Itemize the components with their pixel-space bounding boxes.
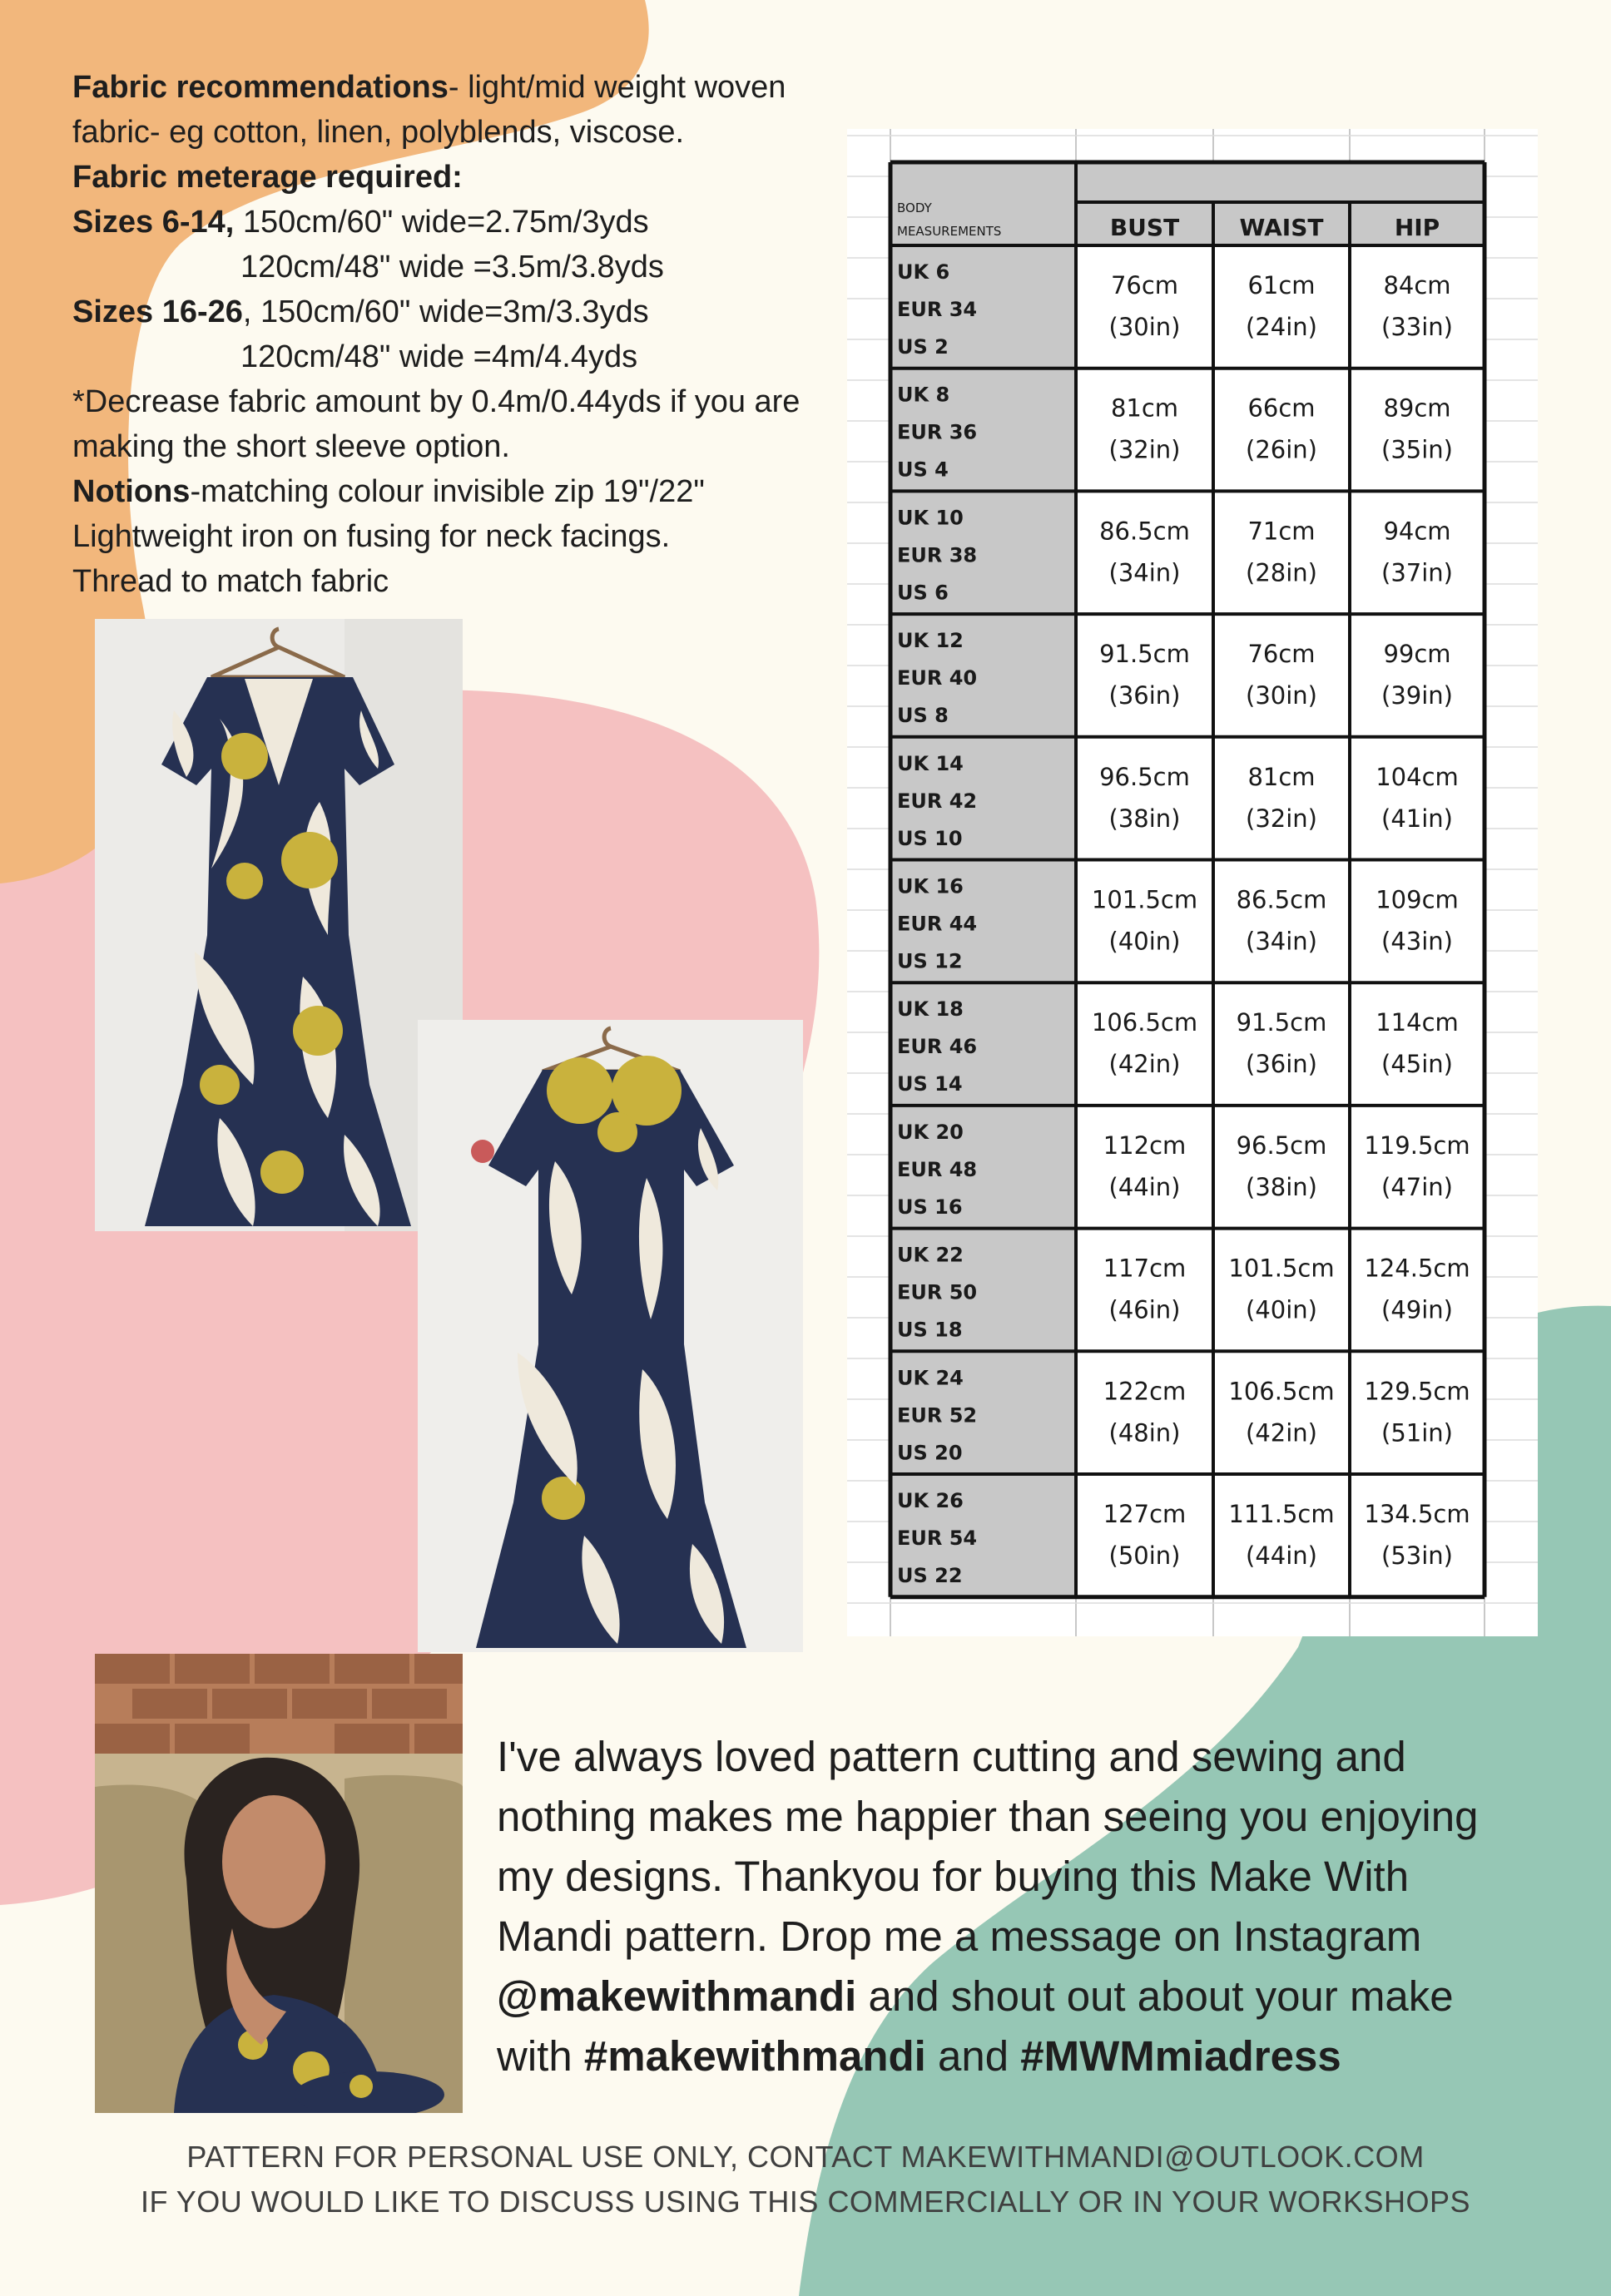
size-label: US 18: [897, 1318, 963, 1342]
size-label: UK 6: [897, 260, 950, 284]
footer-line-1: PATTERN FOR PERSONAL USE ONLY, CONTACT MAKEWITHMANDI@OUTLOOK.COM: [186, 2140, 1425, 2174]
size-label: EUR 48: [897, 1157, 978, 1181]
message-line-6-pre: with: [497, 2032, 584, 2080]
measurement-in: (51in): [1381, 1418, 1453, 1447]
column-header: WAIST: [1239, 214, 1324, 241]
sizes-a-label: Sizes 6-14,: [72, 205, 235, 240]
size-label: EUR 46: [897, 1035, 978, 1059]
corner-label: MEASUREMENTS: [897, 224, 1002, 239]
measurement-in: (50in): [1108, 1541, 1181, 1570]
measurement-in: (24in): [1246, 313, 1317, 341]
size-label: UK 8: [897, 383, 950, 407]
dress-front-photo: [95, 619, 463, 1231]
measurement-in: (49in): [1381, 1295, 1453, 1324]
size-label: US 2: [897, 335, 949, 359]
measurement-cm: 66cm: [1247, 393, 1316, 423]
measurement-cm: 91.5cm: [1236, 1008, 1327, 1037]
size-label: EUR 54: [897, 1527, 978, 1550]
measurement-cm: 81cm: [1110, 393, 1179, 423]
size-label: EUR 42: [897, 789, 978, 813]
size-label: UK 12: [897, 629, 964, 653]
measurement-in: (33in): [1381, 313, 1453, 341]
measurement-in: (38in): [1108, 804, 1181, 833]
measurement-cm: 89cm: [1383, 393, 1451, 423]
measurement-in: (34in): [1108, 558, 1181, 587]
sizes-a-line1: 150cm/60" wide=2.75m/3yds: [234, 205, 649, 240]
message-line-6-mid: and: [925, 2032, 1021, 2080]
measurement-in: (53in): [1381, 1541, 1453, 1570]
measurement-in: (30in): [1108, 313, 1181, 341]
measurement-cm: 86.5cm: [1099, 517, 1190, 546]
size-label: UK 10: [897, 506, 964, 530]
measurement-cm: 81cm: [1247, 762, 1316, 791]
fabric-rec-text: - light/mid weight woven fabric- eg cotton, linen, polyblends, viscose.: [72, 70, 786, 150]
measurement-cm: 109cm: [1376, 885, 1459, 914]
size-label: UK 26: [897, 1489, 964, 1512]
measurement-in: (38in): [1246, 1172, 1317, 1201]
size-label: EUR 36: [897, 420, 978, 444]
size-label: US 10: [897, 826, 963, 850]
measurement-cm: 101.5cm: [1228, 1254, 1335, 1283]
measurement-in: (34in): [1246, 927, 1317, 956]
measurement-in: (44in): [1246, 1541, 1317, 1570]
size-chart: [847, 129, 1538, 1636]
thank-you-message: [497, 1727, 1554, 2086]
corner-label: BODY: [897, 200, 932, 215]
instagram-handle[interactable]: @makewithmandi: [497, 1972, 857, 2020]
hashtag-makewithmandi[interactable]: #makewithmandi: [583, 2032, 926, 2080]
notions-label: Notions: [72, 474, 191, 509]
size-label: UK 24: [897, 1366, 964, 1390]
size-label: UK 18: [897, 997, 964, 1022]
measurement-in: (30in): [1246, 681, 1317, 710]
measurement-cm: 127cm: [1103, 1500, 1187, 1528]
measurement-in: (37in): [1381, 558, 1453, 587]
measurement-cm: 91.5cm: [1099, 640, 1190, 669]
dress-back-photo: [418, 1020, 803, 1652]
column-header: HIP: [1394, 214, 1440, 241]
size-label: EUR 40: [897, 666, 978, 690]
size-label: UK 20: [897, 1120, 964, 1144]
measurement-cm: 106.5cm: [1091, 1008, 1198, 1037]
measurement-in: (41in): [1381, 804, 1453, 833]
measurement-cm: 61cm: [1247, 271, 1316, 299]
measurement-cm: 119.5cm: [1364, 1131, 1470, 1160]
column-header: BUST: [1109, 214, 1180, 241]
measurement-cm: 114cm: [1376, 1008, 1459, 1037]
message-line-1: I've always loved pattern cutting and sewing and: [497, 1733, 1406, 1780]
message-line-4: Mandi pattern. Drop me a message on Instagram: [497, 1913, 1422, 1960]
message-line-3: my designs. Thankyou for buying this Make With: [497, 1853, 1410, 1900]
size-label: EUR 52: [897, 1403, 978, 1428]
sizes-b-line2: 120cm/48" wide =4m/4.4yds: [240, 339, 638, 374]
measurement-cm: 122cm: [1103, 1377, 1187, 1406]
measurement-in: (26in): [1246, 435, 1317, 464]
measurement-cm: 112cm: [1103, 1131, 1187, 1160]
size-label: US 6: [897, 581, 949, 605]
measurement-in: (36in): [1246, 1050, 1317, 1079]
measurement-cm: 76cm: [1247, 640, 1316, 669]
measurement-cm: 71cm: [1247, 517, 1316, 546]
thread-text: Thread to match fabric: [72, 564, 389, 599]
footer-line-2: IF YOU WOULD LIKE TO DISCUSS USING THIS COMMERCIALLY OR IN YOUR WORKSHOPS: [140, 2185, 1471, 2219]
measurement-in: (32in): [1246, 804, 1317, 833]
measurement-in: (36in): [1108, 681, 1181, 710]
measurement-in: (28in): [1246, 558, 1317, 587]
measurement-cm: 96.5cm: [1236, 1131, 1327, 1160]
measurement-in: (43in): [1381, 927, 1453, 956]
measurement-cm: 117cm: [1103, 1254, 1187, 1283]
measurement-cm: 86.5cm: [1236, 885, 1327, 914]
size-label: UK 16: [897, 874, 964, 898]
size-label: US 4: [897, 458, 949, 482]
measurement-cm: 106.5cm: [1228, 1377, 1335, 1406]
size-label: US 16: [897, 1195, 963, 1219]
measurement-in: (44in): [1108, 1172, 1181, 1201]
size-label: UK 22: [897, 1243, 964, 1267]
sizes-b-label: Sizes 16-26: [72, 294, 243, 329]
measurement-in: (48in): [1108, 1418, 1181, 1447]
size-label: US 22: [897, 1564, 963, 1587]
size-label: EUR 34: [897, 298, 978, 321]
measurement-in: (35in): [1381, 435, 1453, 464]
measurement-in: (40in): [1246, 1295, 1317, 1324]
measurement-cm: 104cm: [1376, 762, 1459, 791]
size-label: EUR 44: [897, 912, 978, 936]
measurement-in: (40in): [1108, 927, 1181, 956]
meterage-label: Fabric meterage required:: [72, 160, 463, 195]
measurement-cm: 129.5cm: [1364, 1377, 1470, 1406]
size-label: UK 14: [897, 751, 964, 775]
measurement-in: (45in): [1381, 1050, 1453, 1079]
fabric-info: [72, 65, 863, 604]
fabric-rec-label: Fabric recommendations: [72, 70, 449, 105]
footer-notice: [0, 2135, 1611, 2224]
measurement-cm: 111.5cm: [1228, 1500, 1335, 1528]
measurement-cm: 134.5cm: [1364, 1500, 1470, 1528]
size-chart-grid: [847, 129, 1538, 1636]
measurement-cm: 96.5cm: [1099, 762, 1190, 791]
size-label: US 12: [897, 949, 963, 973]
designer-portrait: [95, 1654, 463, 2113]
sizes-b-line1: , 150cm/60" wide=3m/3.3yds: [242, 294, 649, 329]
measurement-in: (42in): [1246, 1418, 1317, 1447]
header-band: [1076, 162, 1485, 200]
hashtag-mwmmiadress[interactable]: #MWMmiadress: [1020, 2032, 1341, 2080]
decrease-note: *Decrease fabric amount by 0.4m/0.44yds if you are making the short sleeve option.: [72, 384, 801, 464]
measurement-cm: 99cm: [1383, 640, 1451, 669]
sizes-a-line2: 120cm/48" wide =3.5m/3.8yds: [240, 250, 664, 285]
message-line-5: and shout out about your make: [856, 1972, 1454, 2020]
measurement-cm: 124.5cm: [1364, 1254, 1470, 1283]
measurement-in: (42in): [1108, 1050, 1181, 1079]
measurement-in: (47in): [1381, 1172, 1453, 1201]
fusing-text: Lightweight iron on fusing for neck facings.: [72, 519, 671, 554]
notions-text: -matching colour invisible zip 19"/22": [190, 474, 705, 509]
size-label: US 20: [897, 1441, 963, 1465]
message-line-2: nothing makes me happier than seeing you enjoying: [497, 1793, 1479, 1840]
size-label: EUR 38: [897, 543, 978, 567]
measurement-in: (46in): [1108, 1295, 1181, 1324]
measurement-cm: 76cm: [1110, 271, 1179, 299]
measurement-cm: 101.5cm: [1091, 885, 1198, 914]
measurement-cm: 84cm: [1383, 271, 1451, 299]
size-label: US 14: [897, 1072, 963, 1096]
size-label: US 8: [897, 704, 949, 728]
measurement-in: (32in): [1108, 435, 1181, 464]
measurement-in: (39in): [1381, 681, 1453, 710]
size-label: EUR 50: [897, 1280, 978, 1304]
measurement-cm: 94cm: [1383, 517, 1451, 546]
